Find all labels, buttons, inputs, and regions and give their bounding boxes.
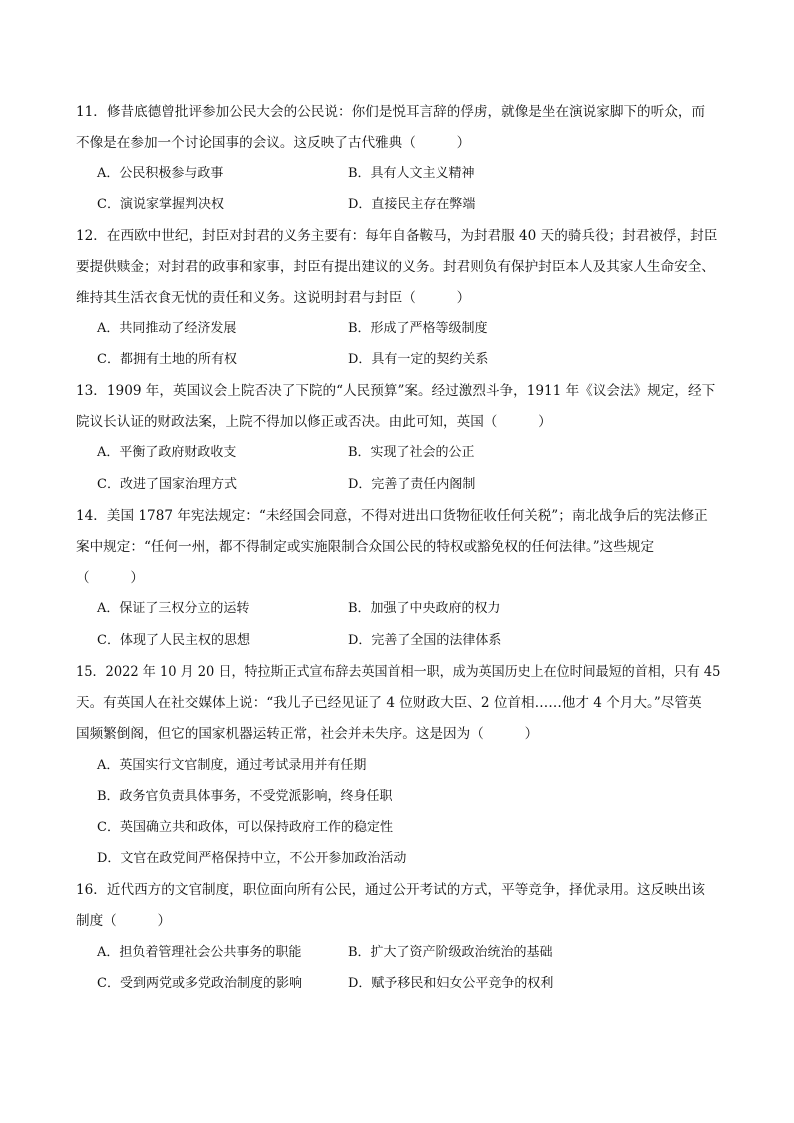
question-stem-line: 制度（ ）	[76, 913, 172, 929]
option-c: C．改进了国家治理方式	[97, 477, 237, 492]
option-d: D．赋予移民和妇女公平竞争的权利	[348, 976, 554, 991]
option-c: C．英国确立共和政体，可以保持政府工作的稳定性	[97, 820, 393, 835]
option-a: A．保证了三权分立的运转	[97, 601, 250, 616]
question-stem-line: 13．1909 年，英国议会上院否决了下院的“人民预算”案。经过激烈斗争，1911 年《议会法》规定，经下	[76, 383, 716, 399]
question-stem-line: （ ）	[76, 570, 144, 586]
question-stem-line: 15．2022 年 10 月 20 日，特拉斯正式宣布辞去英国首相一职，成为英国历史上在位时间最短的首相，只有 45	[76, 664, 721, 680]
option-a: A．共同推动了经济发展	[97, 321, 237, 336]
option-c: C．都拥有土地的所有权	[97, 352, 237, 367]
option-d: D．完善了全国的法律体系	[348, 633, 502, 648]
option-d: D．文官在政党间严格保持中立，不公开参加政治活动	[97, 851, 407, 866]
option-b: B．扩大了资产阶级政治统治的基础	[348, 945, 553, 960]
question-stem-line: 16．近代西方的文官制度，职位面向所有公民，通过公开考试的方式，平等竞争，择优录用。这反映出该	[76, 882, 706, 898]
question-stem-line: 天。有英国人在社交媒体上说：“我儿子已经见证了 4 位财政大臣、2 位首相……他才 4 个月大。”尽管英	[76, 695, 702, 711]
option-d: D．完善了责任内阁制	[348, 477, 476, 492]
option-c: C．受到两党或多党政治制度的影响	[97, 976, 302, 991]
question-stem-line: 维持其生活衣食无忧的责任和义务。这说明封君与封臣（ ）	[76, 290, 471, 306]
option-b: B．加强了中央政府的权力	[348, 601, 501, 616]
option-b: B．具有人文主义精神	[348, 166, 475, 181]
question-stem-line: 不像是在参加一个讨论国事的会议。这反映了古代雅典（ ）	[76, 135, 471, 151]
option-c: C．演说家掌握判决权	[97, 197, 224, 212]
option-a: A．英国实行文官制度，通过考试录用并有任期	[97, 758, 367, 773]
option-b: B．政务官负责具体事务，不受党派影响，终身任职	[97, 789, 393, 804]
question-stem-line: 国频繁倒阁，但它的国家机器运转正常，社会并未失序。这是因为（ ）	[76, 726, 539, 742]
option-c: C．体现了人民主权的思想	[97, 633, 250, 648]
option-b: B．形成了严格等级制度	[348, 321, 488, 336]
question-stem-line: 要提供赎金；对封君的政事和家事，封臣有提出建议的义务。封君则负有保护封臣本人及其家人生命安全、	[76, 259, 715, 275]
question-stem-line: 案中规定：“任何一州，都不得制定或实施限制合众国公民的特权或豁免权的任何法律。”这些规定	[76, 539, 655, 555]
option-d: D．具有一定的契约关系	[348, 352, 489, 367]
question-stem-line: 11．修昔底德曾批评参加公民大会的公民说：你们是悦耳言辞的俘虏，就像是坐在演说家脚下的听众，而	[76, 104, 706, 120]
option-a: A．担负着管理社会公共事务的职能	[97, 945, 302, 960]
option-a: A．公民积极参与政事	[97, 166, 224, 181]
option-a: A．平衡了政府财政收支	[97, 445, 237, 460]
option-b: B．实现了社会的公正	[348, 445, 475, 460]
option-d: D．直接民主存在弊端	[348, 197, 476, 212]
question-stem-line: 院议长认证的财政法案，上院不得加以修正或否决。由此可知，英国（ ）	[76, 414, 552, 430]
question-stem-line: 14．美国 1787 年宪法规定：“未经国会同意，不得对进出口货物征收任何关税”；南北战争后的宪法修正	[76, 508, 708, 524]
question-stem-line: 12．在西欧中世纪，封臣对封君的义务主要有：每年自备鞍马，为封君服 40 天的骑兵役；封君被俘，封臣	[76, 228, 718, 244]
